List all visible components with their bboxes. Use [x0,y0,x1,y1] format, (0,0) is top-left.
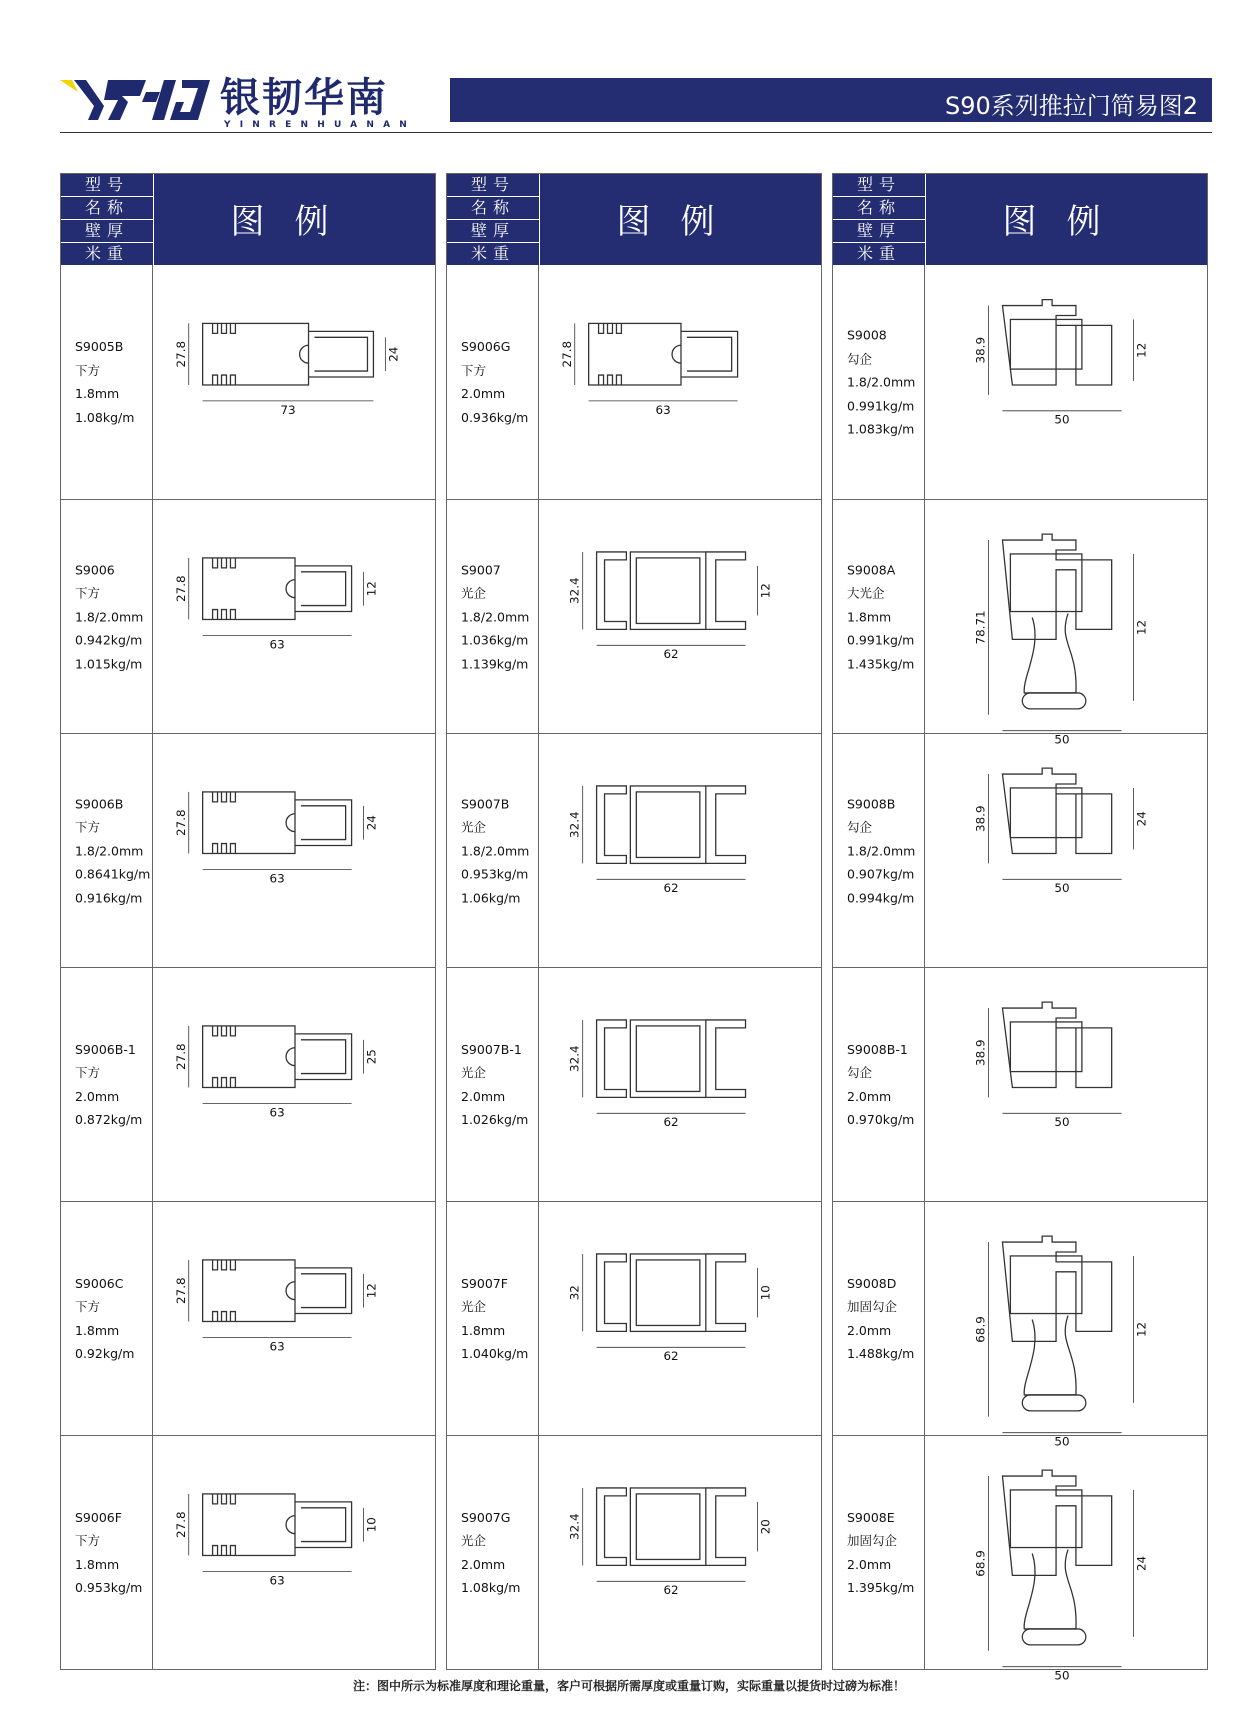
table-row [61,1435,435,1669]
profile-name: 大光企 [847,585,885,601]
meter-weight: 0.872kg/m [75,1112,143,1127]
profile-name: 勾企 [847,1065,873,1080]
meter-weight: 1.395kg/m [847,1580,915,1595]
profile-drawing [597,552,746,629]
profile-info-text [75,792,150,910]
table-row [61,1201,435,1435]
width-dimension: 62 [663,647,679,662]
meter-weight: 0.8641kg/m [75,866,151,882]
page-title: S90系列推拉门简易图2 [944,92,1198,120]
inner-dimension: 10 [364,1517,379,1533]
height-dimension: 27.8 [173,575,188,602]
width-dimension: 62 [663,1349,679,1364]
brand-logo [60,75,440,130]
meter-weight: 0.991kg/m [847,632,915,648]
wall-thickness: 1.8/2.0mm [847,374,916,390]
profile-sketch [925,500,1207,747]
profile-drawing [1002,1470,1111,1645]
meter-weight: 1.08kg/m [461,1580,521,1595]
profile-info-text [847,558,914,676]
profile-figure [925,1202,1207,1449]
height-dimension: 32.4 [567,811,582,838]
profile-code: S9008 [847,327,887,343]
inner-dimension: 10 [758,1285,773,1301]
meter-weight: 0.907kg/m [847,866,915,882]
profile-name: 下方 [75,1533,101,1548]
table-row [61,733,435,967]
profile-info [61,265,153,499]
profile-figure [539,968,821,1201]
wall-thickness: 1.8/2.0mm [461,842,530,858]
width-dimension: 73 [280,402,296,417]
width-dimension: 63 [269,871,285,886]
table-header [833,174,1207,265]
profile-info-text [461,558,529,676]
height-dimension: 27.8 [173,809,188,836]
profile-code: S9008D [847,1275,897,1291]
profile-sketch [925,734,1207,967]
inner-dimension: 25 [364,1049,379,1065]
meter-weight: 0.942kg/m [75,632,143,648]
profile-name: 下方 [75,819,101,835]
inner-dimension: 12 [364,581,379,597]
profile-info [833,1202,925,1435]
table-row [833,733,1207,967]
wall-thickness: 1.8mm [75,1322,120,1338]
profile-code: S9007B [461,795,510,811]
meter-weight: 0.953kg/m [75,1580,143,1595]
width-dimension: 63 [269,1573,285,1588]
profile-name: 下方 [75,585,101,601]
profile-info-text [461,335,528,429]
profile-drawing [1002,1236,1111,1411]
table-row [447,499,821,733]
profile-name: 加固勾企 [847,1299,898,1314]
profile-figure [925,265,1207,499]
legend-heading: 图例 [230,202,359,242]
profile-name: 光企 [461,1299,487,1314]
profile-sketch [539,1436,821,1669]
height-dimension: 38.9 [973,805,988,832]
wall-thickness: 1.8mm [75,386,120,401]
legend-heading: 图例 [1002,202,1131,242]
height-dimension: 32.4 [567,577,582,604]
table-row [833,1201,1207,1449]
profile-drawing [1002,300,1111,385]
profile-figure [539,1436,821,1669]
profile-figure [925,734,1207,967]
height-dimension: 27.8 [559,340,574,368]
header-labels [447,174,539,265]
profile-figure [539,265,821,499]
height-dimension: 32.4 [567,1045,582,1072]
wall-thickness: 2.0mm [75,1088,120,1104]
header-label: 名称 [447,197,539,220]
profile-info [61,1202,153,1435]
profile-figure [539,1202,821,1435]
profile-sketch [153,734,435,967]
profile-name: 光企 [461,1065,487,1080]
meter-weight: 0.991kg/m [847,397,915,413]
profile-drawing [597,1020,746,1097]
profile-sketch [925,968,1207,1201]
header-labels [61,174,153,265]
table-row [447,265,821,499]
wall-thickness: 2.0mm [461,1556,506,1572]
meter-weight: 1.06kg/m [461,889,521,905]
brand-name-en: YINRENHUANAN [224,120,416,130]
wall-thickness: 1.8mm [847,608,892,624]
profile-info [833,500,925,733]
legend-heading: 图例 [616,202,745,242]
profile-sketch [153,1436,435,1669]
profile-drawing [203,1260,352,1322]
meter-weight: 0.936kg/m [461,409,529,425]
profile-drawing [203,792,352,854]
profile-table-2 [446,173,822,1670]
profile-info-text [847,1272,914,1366]
profile-sketch [153,1202,435,1435]
table-row [447,967,821,1201]
header-label: 壁厚 [61,220,153,243]
brand-name-cn: 银韧华南 [220,75,388,121]
profile-code: S9008A [847,561,896,577]
table-header [61,174,435,265]
profile-drawing [1002,534,1111,709]
width-dimension: 50 [1054,732,1070,747]
inner-dimension: 12 [364,1283,379,1299]
meter-weight: 0.953kg/m [461,866,529,882]
profile-name: 下方 [461,362,487,378]
profile-info [61,734,153,967]
height-dimension: 68.9 [973,1316,988,1343]
inner-dimension: 24 [386,346,401,362]
height-dimension: 78.71 [973,610,988,645]
header-label: 米重 [856,244,901,263]
inner-dimension: 12 [1134,342,1149,358]
table-row [61,499,435,733]
table-row [833,265,1207,499]
meter-weight: 0.916kg/m [75,889,143,905]
profile-code: S9006C [75,1275,124,1291]
profile-info-text [75,558,143,676]
profile-table-3 [832,173,1208,1683]
profile-info-text [461,1038,528,1132]
wall-thickness: 1.8/2.0mm [75,842,144,858]
profile-drawing [1002,768,1111,853]
profile-sketch [153,500,435,733]
header-label: 型号 [61,174,153,197]
table-row [833,967,1207,1201]
profile-name: 下方 [75,1065,101,1080]
profile-code: S9007G [461,1509,511,1525]
width-dimension: 63 [269,1339,285,1354]
width-dimension: 50 [1054,1668,1070,1683]
wall-thickness: 2.0mm [847,1556,892,1572]
wall-thickness: 1.8/2.0mm [461,608,530,624]
profile-table-1 [60,173,436,1670]
inner-dimension: 24 [1134,1555,1149,1572]
table-row [61,967,435,1201]
profile-info [61,500,153,733]
profile-sketch [539,500,821,733]
profile-info [833,734,925,967]
profile-info [833,968,925,1201]
profile-figure [153,968,435,1201]
width-dimension: 50 [1054,412,1070,427]
profile-drawing [597,1254,746,1331]
profile-name: 勾企 [847,350,873,366]
table-row [447,733,821,967]
profile-info [833,265,925,499]
profile-drawing [203,323,374,385]
header-label: 名称 [833,197,925,220]
wall-thickness: 1.8/2.0mm [75,608,144,624]
profile-info-text [75,335,134,429]
wall-thickness: 1.8mm [75,1556,120,1572]
profile-code: S9008B-1 [847,1041,908,1057]
profile-figure [925,1436,1207,1683]
profile-name: 下方 [75,362,101,378]
table-row [833,499,1207,747]
meter-weight: 1.026kg/m [461,1112,529,1127]
table-row [833,1435,1207,1683]
meter-weight: 0.92kg/m [75,1346,135,1361]
table-header [447,174,821,265]
profile-name: 下方 [75,1299,101,1314]
profile-info-text [847,323,915,441]
profile-code: S9007F [461,1275,508,1291]
profile-info [447,1436,539,1669]
header-label: 名称 [61,197,153,220]
profile-info-text [461,1272,528,1366]
profile-info [447,734,539,967]
header-divider [60,132,1212,133]
inner-dimension: 24 [364,815,379,831]
profile-drawing [203,1026,352,1088]
header-label: 壁厚 [447,220,539,243]
wall-thickness: 2.0mm [461,386,506,401]
height-dimension: 38.9 [973,336,988,364]
height-dimension: 38.9 [973,1039,988,1066]
profile-code: S9006 [75,561,115,577]
height-dimension: 27.8 [173,1043,188,1070]
wall-thickness: 2.0mm [461,1088,506,1104]
meter-weight: 1.083kg/m [847,421,915,437]
table-row [447,1435,821,1669]
profile-figure [153,265,435,499]
meter-weight: 0.994kg/m [847,889,915,905]
inner-dimension: 20 [758,1519,773,1535]
width-dimension: 50 [1054,881,1070,896]
profile-info [447,1202,539,1435]
profile-info [833,1436,925,1669]
height-dimension: 32 [567,1285,582,1301]
header-labels [833,174,925,265]
profile-sketch [153,265,435,499]
height-dimension: 68.9 [973,1550,988,1577]
wall-thickness: 2.0mm [847,1322,892,1338]
meter-weight: 1.488kg/m [847,1346,915,1361]
profile-drawing [1002,1002,1111,1087]
profile-info [447,265,539,499]
profile-info-text [75,1272,134,1366]
title-bar [450,78,1212,122]
header-label: 米重 [470,244,515,263]
profile-sketch [539,968,821,1201]
profile-drawing [597,1488,746,1565]
inner-dimension: 12 [758,583,773,599]
meter-weight: 1.036kg/m [461,632,529,648]
width-dimension: 62 [663,881,679,896]
profile-code: S9008E [847,1509,895,1525]
width-dimension: 62 [663,1583,679,1598]
profile-figure [925,968,1207,1201]
profile-info [447,500,539,733]
profile-code: S9006F [75,1509,122,1525]
profile-sketch [925,1202,1207,1449]
profile-sketch [153,968,435,1201]
width-dimension: 63 [269,1105,285,1120]
wall-thickness: 1.8/2.0mm [847,842,916,858]
wall-thickness: 1.8mm [461,1322,506,1338]
height-dimension: 27.8 [173,340,188,368]
height-dimension: 27.8 [173,1511,188,1538]
meter-weight: 1.139kg/m [461,655,529,671]
inner-dimension: 12 [1134,619,1149,636]
profile-sketch [925,265,1207,499]
profile-code: S9006B-1 [75,1041,136,1057]
header-label: 米重 [84,244,129,263]
profile-drawing [589,323,738,385]
height-dimension: 27.8 [173,1277,188,1304]
profile-info [61,968,153,1201]
profile-code: S9006B [75,795,124,811]
inner-dimension: 12 [1134,1321,1149,1338]
profile-figure [153,734,435,967]
page-header [60,70,1212,130]
profile-figure [925,500,1207,747]
profile-code: S9007 [461,561,501,577]
profile-sketch [925,1436,1207,1683]
table-row [447,1201,821,1435]
width-dimension: 50 [1054,1115,1070,1130]
profile-code: S9008B [847,795,896,811]
profile-drawing [203,1494,352,1556]
profile-drawing [597,786,746,863]
profile-info-text [461,1506,520,1600]
profile-info-text [847,792,915,910]
profile-name: 光企 [461,819,487,835]
meter-weight: 0.970kg/m [847,1112,915,1127]
profile-code: S9006G [461,339,511,354]
profile-info-text [75,1506,142,1600]
wall-thickness: 2.0mm [847,1088,892,1104]
profile-name: 勾企 [847,819,873,835]
profile-name: 加固勾企 [847,1533,898,1548]
profile-name: 光企 [461,585,487,601]
header-label: 型号 [447,174,539,197]
profile-drawing [203,558,352,620]
meter-weight: 1.015kg/m [75,655,143,671]
profile-info-text [75,1038,142,1132]
profile-code: S9005B [75,339,124,354]
logo-mark-icon [60,78,210,122]
profile-sketch [539,265,821,499]
profile-info [447,968,539,1201]
profile-figure [153,500,435,733]
table-row [61,265,435,499]
profile-info-text [461,792,529,910]
width-dimension: 62 [663,1115,679,1130]
profile-info-text [847,1038,914,1132]
width-dimension: 50 [1054,1434,1070,1449]
profile-code: S9007B-1 [461,1041,522,1057]
footnote: 注：图中所示为标准厚度和理论重量，客户可根据所需厚度或重量订购，实际重量以提货时过磅为标准！ [352,1679,905,1693]
profile-name: 光企 [461,1533,487,1548]
height-dimension: 32.4 [567,1513,582,1540]
profile-figure [539,734,821,967]
header-label: 壁厚 [833,220,925,243]
width-dimension: 63 [655,402,671,417]
profile-figure [153,1436,435,1669]
header-label: 型号 [833,174,925,197]
profile-figure [153,1202,435,1435]
profile-sketch [539,1202,821,1435]
meter-weight: 1.040kg/m [461,1346,529,1361]
meter-weight: 1.08kg/m [75,409,135,425]
profile-info [61,1436,153,1669]
meter-weight: 1.435kg/m [847,655,915,671]
inner-dimension: 24 [1134,811,1149,827]
profile-sketch [539,734,821,967]
profile-info-text [847,1506,914,1600]
profile-figure [539,500,821,733]
width-dimension: 63 [269,637,285,652]
